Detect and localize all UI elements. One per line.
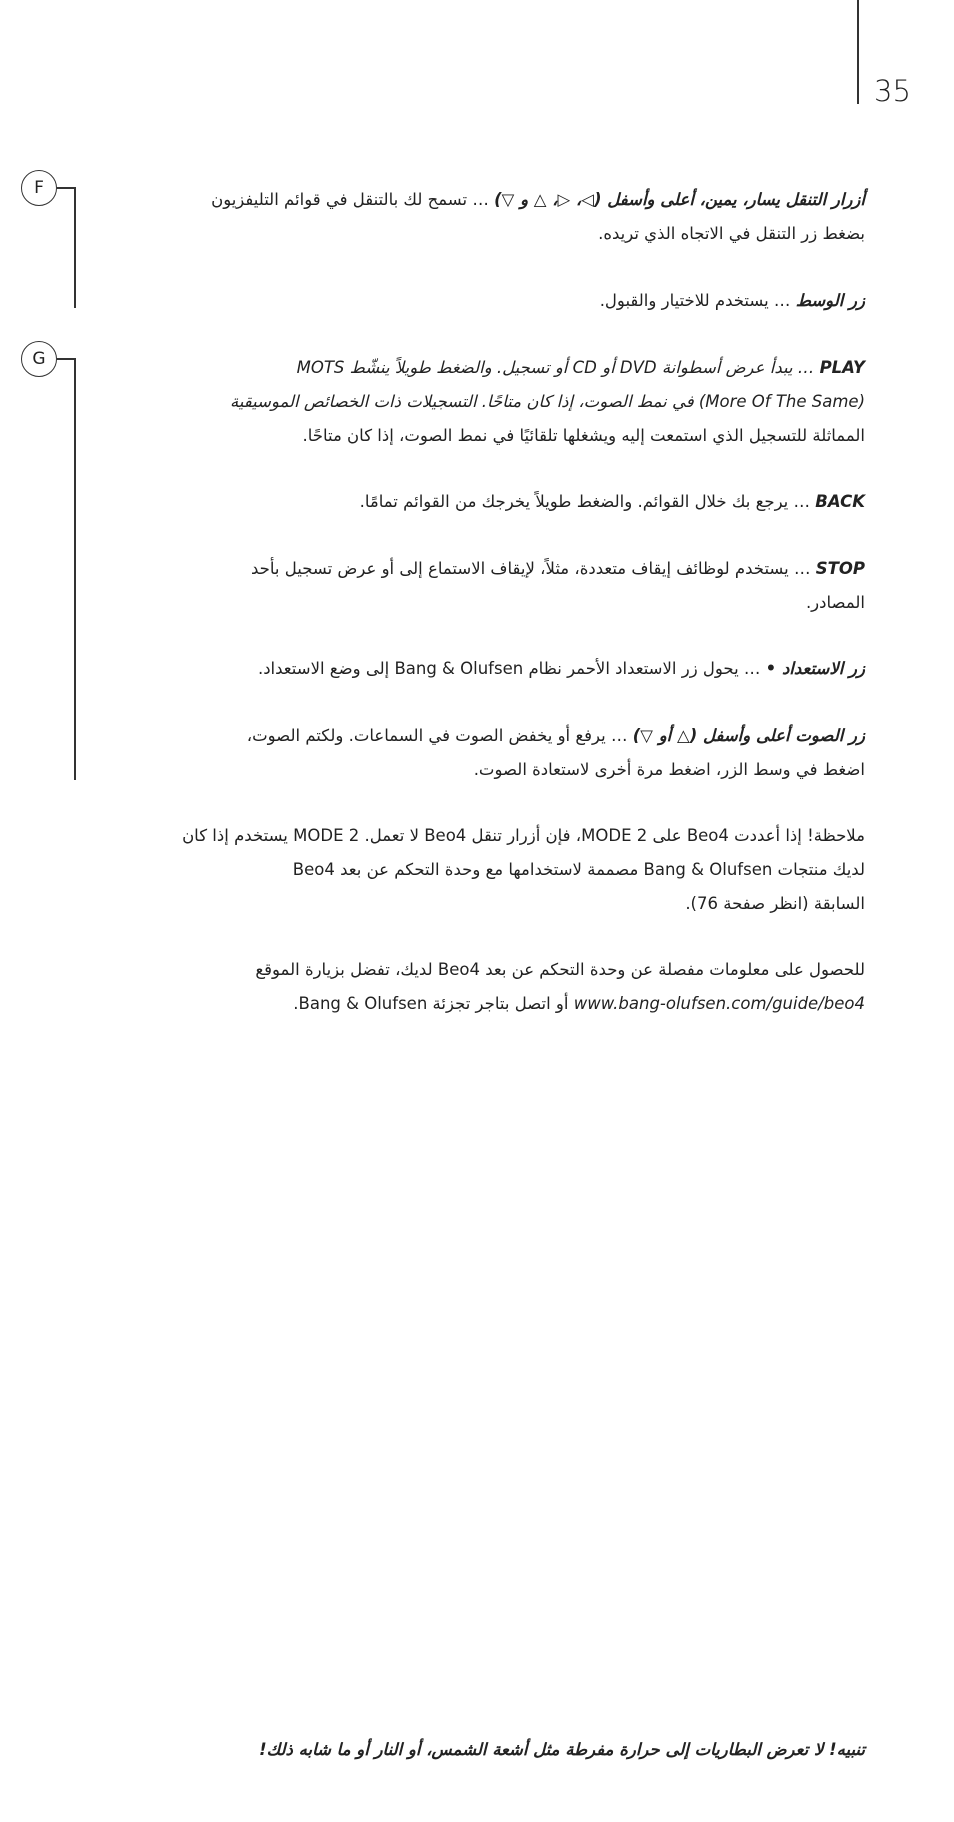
header-rule xyxy=(857,0,859,104)
more-info-paragraph: للحصول على معلومات مفصلة عن وحدة التحكم عن بعد Beo4 لديك، تفضل بزيارة الموقع www.bang-olufsen.com/guide/beo4 أو اتصل بتاجر تجزئة Bang & Olufsen. xyxy=(255,960,865,1013)
marker-g-bracket xyxy=(74,358,76,780)
page-number: 35 xyxy=(874,74,911,108)
play-term: PLAY xyxy=(819,358,865,377)
play-button-description: PLAY … يبدأ عرض أسطوانة DVD أو CD أو تسجيل. والضغط طويلاً ينشّط MOTS (More Of The Same) في نمط الصوت، إذا كان متاحًا. التسجيلات ذات الخصائص الموسيقية المماثلة للتسجيل الذي استمعت إليه ويشغلها تلقائيًا في نمط الصوت، إذا كان متاحًا. xyxy=(229,358,865,445)
back-button-description: BACK … يرجع بك خلال القوائم. والضغط طويلاً يخرجك من القوائم تمامًا. xyxy=(359,492,865,511)
volume-button-description: زر الصوت أعلى وأسفل (△ أو ▽) … يرفع أو يخفض الصوت في السماعات. ولكتم الصوت، اضغط في وسط الزر، اضغط مرة أخرى لاستعادة الصوت. xyxy=(246,726,865,779)
stop-term: STOP xyxy=(815,559,865,578)
standby-term: زر الاستعداد • xyxy=(765,659,865,678)
nav-buttons-description: أزرار التنقل يسار، يمين، أعلى وأسفل (◁، ▷، △ و ▽) … تسمح لك بالتنقل في قوائم التليفزيون بضغط زر التنقل في الاتجاه الذي تريده. xyxy=(211,190,865,243)
nav-buttons-term: أزرار التنقل يسار، يمين، أعلى وأسفل (◁، ▷، △ و ▽) xyxy=(494,190,865,209)
marker-f-bracket xyxy=(74,187,76,308)
center-button-term: زر الوسط xyxy=(795,291,865,310)
standby-button-description: زر الاستعداد • … يحول زر الاستعداد الأحمر نظام Bang & Olufsen إلى وضع الاستعداد. xyxy=(257,659,865,678)
marker-g: G xyxy=(21,341,57,377)
battery-warning: تنبيه! لا تعرض البطاريات إلى حرارة مفرطة مثل أشعة الشمس، أو النار أو ما شابه ذلك! xyxy=(259,1740,865,1759)
marker-f: F xyxy=(21,170,57,206)
center-button-description: زر الوسط … يستخدم للاختيار والقبول. xyxy=(599,291,865,310)
back-term: BACK xyxy=(815,492,865,511)
marker-f-connector xyxy=(57,187,74,189)
mode2-note: ملاحظة! إذا أعددت Beo4 على MODE 2، فإن أزرار تنقل Beo4 لا تعمل. MODE 2 يستخدم إذا كان لديك منتجات Bang & Olufsen مصممة لاستخدامها مع وحدة التحكم عن بعد Beo4 السابقة (انظر صفحة 76). xyxy=(182,826,865,913)
stop-button-description: STOP … يستخدم لوظائف إيقاف متعددة، مثلاً، لإيقاف الاستماع إلى أو عرض تسجيل بأحد المصادر. xyxy=(251,559,865,612)
guide-url: www.bang-olufsen.com/guide/beo4 xyxy=(573,994,865,1013)
marker-g-connector xyxy=(57,358,74,360)
volume-term: زر الصوت أعلى وأسفل (△ أو ▽) xyxy=(632,726,865,745)
